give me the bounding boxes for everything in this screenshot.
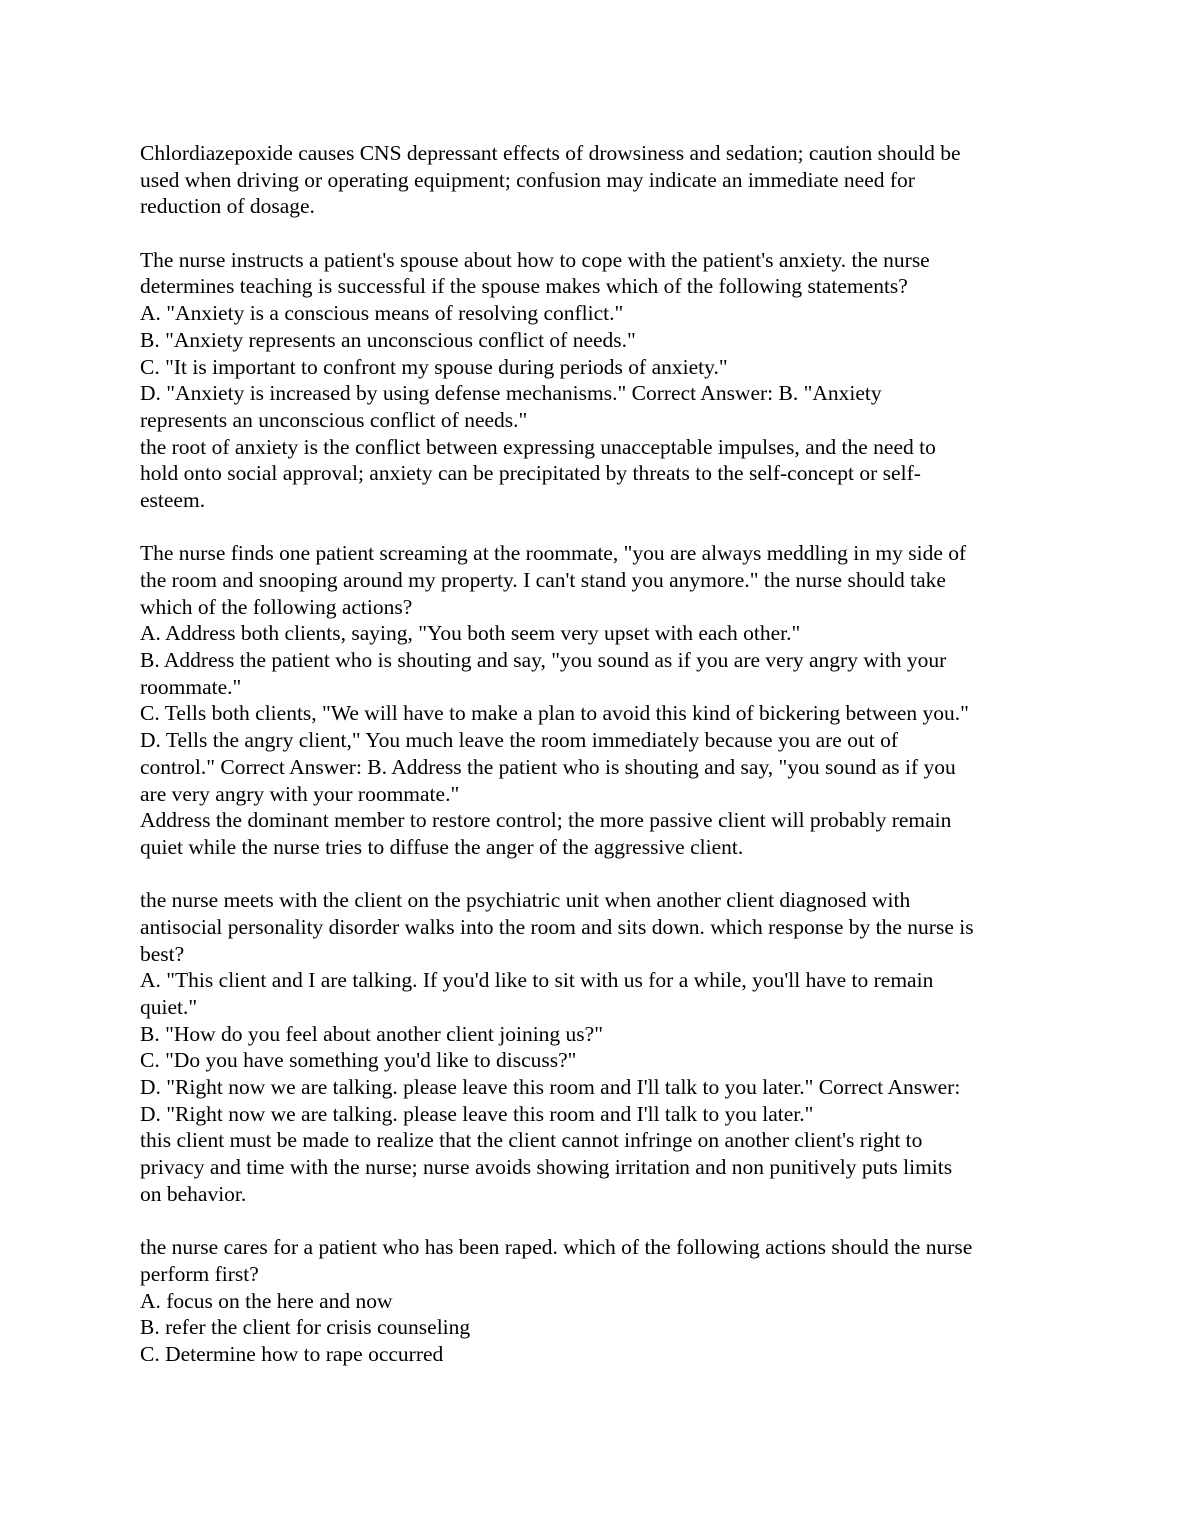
text-line: quiet while the nurse tries to diffuse the anger of the aggressive client. — [140, 834, 744, 859]
text-line: B. refer the client for crisis counseling — [140, 1315, 471, 1340]
text-line: A. Address both clients, saying, "You both seem very upset with each other." — [140, 621, 801, 646]
text-line: the root of anxiety is the conflict between expressing unacceptable impulses, and the need to — [140, 434, 936, 459]
text-line: A. "Anxiety is a conscious means of resolving conflict." — [140, 301, 624, 326]
text-line: Chlordiazepoxide causes CNS depressant effects of drowsiness and sedation; caution should be — [140, 141, 961, 165]
text-line: D. Tells the angry client," You much leave the room immediately because you are out of — [140, 728, 898, 753]
text-line: privacy and time with the nurse; nurse avoids showing irritation and non punitively puts limits — [140, 1155, 953, 1180]
text-line: the room and snooping around my property. I can't stand you anymore." the nurse should take — [140, 568, 946, 592]
paragraph-gap — [140, 861, 1060, 888]
text-line: antisocial personality disorder walks into the room and sits down. which response by the nurse is — [140, 914, 974, 939]
paragraph-gap — [140, 514, 1060, 541]
text-line: C. Tells both clients, "We will have to make a plan to avoid this kind of bickering between you." — [140, 701, 969, 726]
text-line: roommate." — [140, 674, 242, 699]
text-line: The nurse finds one patient screaming at the roommate, "you are always meddling in my side of — [140, 541, 967, 566]
text-line: D. "Anxiety is increased by using defense mechanisms." Correct Answer: B. "Anxiety — [140, 381, 882, 406]
text-line: C. "It is important to confront my spouse during periods of anxiety." — [140, 354, 728, 379]
text-line: C. "Do you have something you'd like to discuss?" — [140, 1048, 577, 1073]
text-line: this client must be made to realize that the client cannot infringe on another client's right to — [140, 1128, 923, 1153]
text-line: on behavior. — [140, 1181, 247, 1206]
text-line: represents an unconscious conflict of needs." — [140, 407, 528, 432]
text-line: B. Address the patient who is shouting and say, "you sound as if you are very angry with your — [140, 648, 947, 673]
paragraph-gap — [140, 220, 1060, 247]
text-line: Address the dominant member to restore control; the more passive client will probably remain — [140, 808, 952, 833]
text-line: used when driving or operating equipment; confusion may indicate an immediate need for — [140, 167, 915, 192]
text-line: are very angry with your roommate." — [140, 781, 460, 806]
text-line: which of the following actions? — [140, 594, 413, 619]
text-line: reduction of dosage. — [140, 194, 315, 219]
text-line: control." Correct Answer: B. Address the patient who is shouting and say, "you sound as if you — [140, 754, 956, 779]
text-line: quiet." — [140, 995, 198, 1019]
text-line: hold onto social approval; anxiety can be precipitated by threats to the self-concept or self- — [140, 461, 921, 486]
text-line: perform first? — [140, 1261, 259, 1286]
text-line: A. focus on the here and now — [140, 1288, 393, 1313]
text-line: the nurse cares for a patient who has been raped. which of the following actions should the nurse — [140, 1235, 973, 1260]
text-line: B. "Anxiety represents an unconscious conflict of needs." — [140, 327, 636, 352]
text-line: esteem. — [140, 487, 206, 512]
text-line: the nurse meets with the client on the psychiatric unit when another client diagnosed with — [140, 888, 911, 913]
text-line: B. "How do you feel about another client joining us?" — [140, 1021, 603, 1046]
text-line: determines teaching is successful if the spouse makes which of the following statements? — [140, 274, 908, 299]
text-line: C. Determine how to rape occurred — [140, 1341, 444, 1366]
text-line: best? — [140, 941, 185, 966]
paragraph-gap — [140, 1208, 1060, 1235]
text-line: A. "This client and I are talking. If you'd like to sit with us for a while, you'll have to remain — [140, 968, 934, 993]
document-page — [140, 140, 1060, 1368]
text-line: D. "Right now we are talking. please leave this room and I'll talk to you later." — [140, 1101, 814, 1126]
text-line: D. "Right now we are talking. please leave this room and I'll talk to you later." Correct Answer: — [140, 1075, 961, 1100]
text-line: The nurse instructs a patient's spouse about how to cope with the patient's anxiety. the nurse — [140, 247, 930, 272]
